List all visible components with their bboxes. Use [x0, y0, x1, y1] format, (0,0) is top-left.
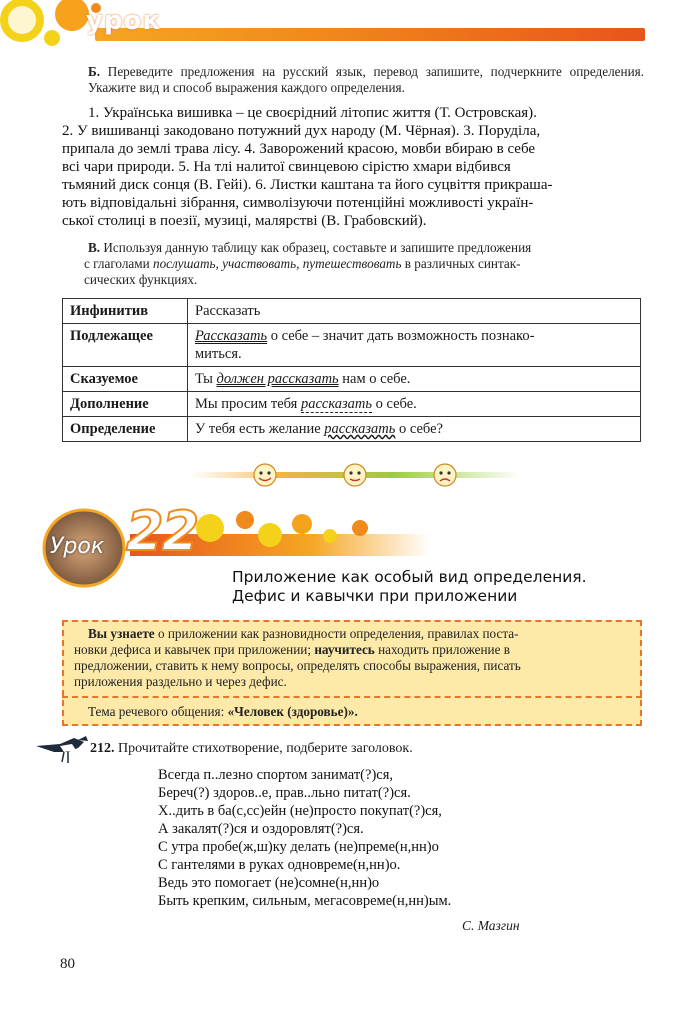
banner-dot	[292, 514, 312, 534]
table-value: о себе – значит дать возможность познако-	[267, 328, 535, 344]
header-bar	[95, 28, 645, 41]
table-value: о себе.	[372, 396, 417, 412]
header-circle-mid	[55, 0, 89, 31]
table-value-cell	[188, 299, 641, 324]
theme-label: Тема речевого общения:	[88, 704, 228, 719]
table-value-pre: Ты	[195, 371, 217, 387]
task-v-text-2b: в различных синтак-	[401, 256, 521, 271]
table-row	[63, 324, 641, 367]
table-value-pre: Мы просим тебя	[195, 396, 301, 412]
table-header-cell: Дополнение	[63, 392, 188, 417]
goals-text-2b: находить приложение в	[374, 642, 510, 657]
magpie-icon	[34, 732, 94, 768]
banner-dot	[236, 511, 254, 529]
exercise-212-heading	[90, 741, 413, 757]
lesson-title-line: Приложение как особый вид определения.	[232, 568, 587, 586]
poem-line: Х..дить в ба(с,сс)ейн (не)просто покупат(?)ся,	[158, 803, 442, 819]
banner-dot	[323, 529, 337, 543]
table-value-cell	[188, 417, 641, 442]
table-row	[63, 299, 641, 324]
task-v-text-2a: с глаголами	[84, 256, 153, 271]
poem-author: С. Мазгин	[462, 918, 520, 933]
task-v-label: В.	[88, 240, 101, 255]
sentence-line: всі чари природи. 5. На тлі налитої свинцевою сірістю хмари відбився	[62, 159, 511, 175]
lesson-title	[232, 568, 587, 606]
table-header-cell: Подлежащее	[63, 324, 188, 367]
lesson-word: Урок	[50, 534, 105, 559]
goals-know-label: Вы узнаете	[88, 626, 155, 641]
poem-line: С утра пробе(ж,ш)ку делать (не)преме(н,нн)о	[158, 839, 439, 855]
page-number: 80	[60, 956, 75, 972]
banner-dot	[352, 520, 368, 536]
task-b-sentences	[62, 104, 642, 230]
table-value: Рассказать	[195, 303, 261, 319]
poem-line: С гантелями в руках одновреме(н,нн)о.	[158, 857, 401, 873]
exercise-instruction: Прочитайте стихотворение, подберите заголовок.	[118, 741, 413, 756]
table-value: нам о себе.	[338, 371, 411, 387]
sentence-line: 1. Українська вишивка – це своєрідний літопис життя (Т. Островская).	[88, 105, 537, 121]
table-value-cell	[188, 367, 641, 392]
task-b-label: Б.	[88, 64, 101, 79]
exercise-number: 212.	[90, 741, 115, 756]
table-value: о себе?	[395, 421, 443, 437]
table-row	[63, 392, 641, 417]
goals-text-4: приложения раздельно и через дефис.	[74, 674, 287, 689]
goals-text	[74, 626, 634, 690]
table-header-cell: Определение	[63, 417, 188, 442]
table-value-cont: миться.	[195, 346, 242, 362]
sad-face-icon	[434, 464, 456, 486]
table-marked-word: рассказать	[300, 396, 372, 412]
task-b-instruction	[88, 64, 644, 96]
goals-learn-label: научитесь	[314, 642, 375, 657]
table-row	[63, 417, 641, 442]
table-marked-word: должен рассказать	[216, 371, 339, 387]
table-value-cell	[188, 392, 641, 417]
table-value-pre: У тебя есть желание	[195, 421, 325, 437]
poem-line: Быть крепким, сильным, мегасовреме(н,нн)ым.	[158, 893, 452, 909]
syntax-function-table	[62, 298, 641, 442]
sentence-line: тьмяний диск сонця (В. Гейі). 6. Листки каштана та його суцвіття прикраша-	[62, 177, 553, 193]
poem	[158, 766, 451, 910]
smiley-divider	[190, 462, 520, 488]
happy-face-icon	[254, 464, 276, 486]
table-marked-word: рассказать	[324, 421, 396, 437]
lesson-number: 22	[126, 500, 198, 563]
goals-text-2a: новки дефиса и кавычек при приложении;	[74, 642, 315, 657]
sentence-line: припала до землі трава лісу. 4. Заворожений красою, мовби вбираю в себе	[62, 141, 536, 157]
speech-theme	[88, 704, 358, 720]
poem-line: Береч(?) здоров..е, прав..льно питат(?)ся.	[158, 785, 411, 801]
poem-line: А закалят(?)ся и оздоровлят(?)ся.	[158, 821, 364, 837]
header-word: урок	[86, 6, 162, 36]
header-circle-ring	[8, 6, 36, 34]
task-v-verbs: послушать, участвовать, путешествовать	[152, 256, 402, 271]
table-header-cell: Сказуемое	[63, 367, 188, 392]
task-b-text: Переведите предложения на русский язык, перевод запишите, подчеркните определения. Укажите вид и способ выражения каждого определения.	[88, 64, 645, 95]
sentence-line: ють відповідальні зібрання, символізуючи потенційні можливості україн-	[62, 195, 534, 211]
table-marked-word: Рассказать	[195, 328, 268, 344]
smile-face-icon	[344, 464, 366, 486]
poem-line: Всегда п..лезно спортом занимат(?)ся,	[158, 767, 394, 783]
banner-dot	[196, 514, 224, 542]
goals-text-3: предложении, ставить к нему вопросы, определять способы выражения, писать	[74, 658, 521, 673]
goals-divider	[62, 696, 642, 698]
task-v-text-1: Используя данную таблицу как образец, составьте и запишите предложения	[103, 240, 532, 255]
table-value-cell	[188, 324, 641, 367]
poem-line: Ведь это помогает (не)сомне(н,нн)о	[158, 875, 380, 891]
lesson-title-line: Дефис и кавычки при приложении	[232, 587, 518, 605]
task-v-text-3: сических функциях.	[84, 272, 198, 287]
table-row	[63, 367, 641, 392]
sentence-line: ської столиці в поезії, музиці, малярстві (В. Грабовский).	[62, 213, 427, 229]
task-v-instruction	[84, 240, 644, 288]
banner-dot	[258, 523, 282, 547]
table-header-cell: Инфинитив	[63, 299, 188, 324]
goals-text-1: о приложении как разновидности определения, правилах поста-	[154, 626, 519, 641]
header-circle-small	[44, 30, 60, 46]
sentence-line: 2. У вишиванці закодовано потужний дух народу (М. Чёрная). 3. Поруділа,	[62, 123, 541, 139]
theme-value: «Человек (здоровье)».	[227, 704, 358, 719]
